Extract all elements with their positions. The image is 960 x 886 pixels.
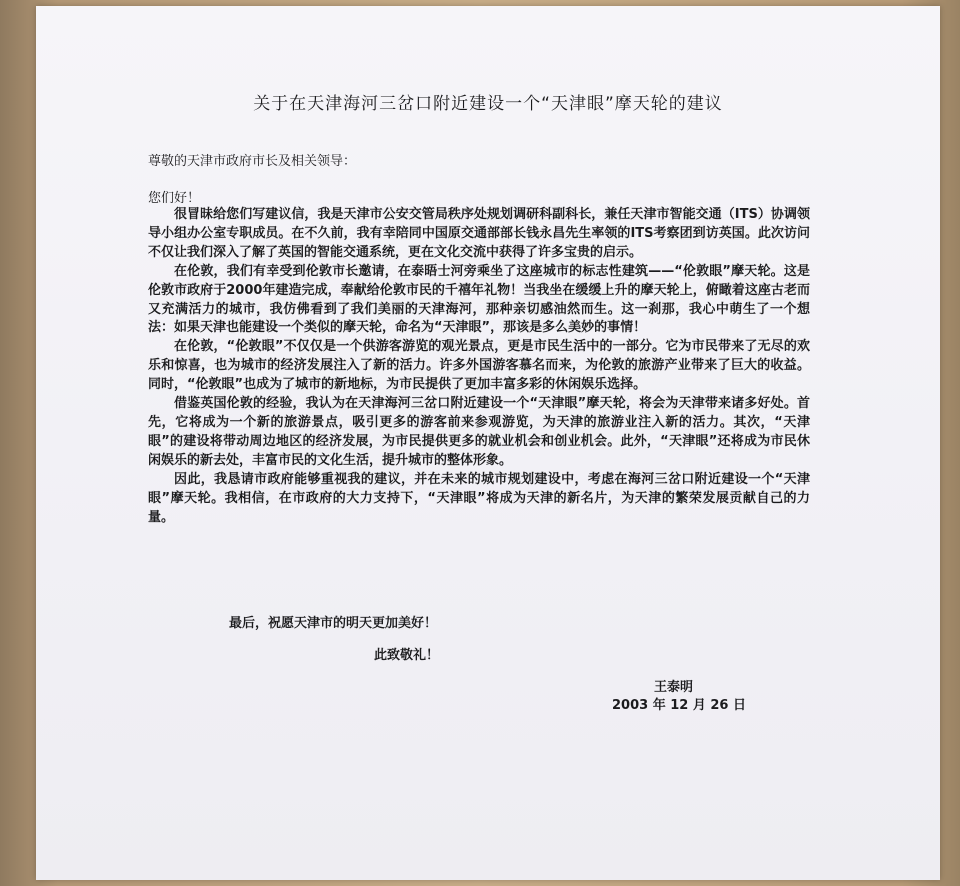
- letter-paragraph: 因此，我恳请市政府能够重视我的建议，并在未来的城市规划建设中，考虑在海河三岔口附近建设一个“天津眼”摩天轮。我相信，在市政府的大力支持下，“天津眼”将成为天津的新名片，为天津的繁荣发展贡献自己的力量。: [148, 471, 810, 525]
- letter-salutation: 尊敬的天津市政府市长及相关领导：: [148, 154, 357, 169]
- letter-paragraph: 很冒昧给您们写建议信，我是天津市公安交管局秩序处规划调研科副科长，兼任天津市智能交通（ITS）协调领导小组办公室专职成员。在不久前，我有幸陪同中国原交通部部长钱永昌先生率领的ITS考察团到访英国。此次访问不仅让我们深入了解了英国的智能交通系统，更在文化交流中获得了许多宝贵的启示。: [148, 207, 810, 260]
- letter-paragraph: 在伦敦，我们有幸受到伦敦市长邀请，在泰晤士河旁乘坐了这座城市的标志性建筑——“伦敦眼”摩天轮。这是伦敦市政府于2000年建造完成，奉献给伦敦市民的千禧年礼物！当我坐在缓缓上升的摩天轮上，俯瞰着这座古老而又充满活力的城市，我仿佛看到了我们美丽的天津海河，那种亲切感油然而生。这一刹那，我心中萌生了一个想法：如果天津也能建设一个类似的摩天轮，命名为“天津眼”，那该是多么美妙的事情！: [148, 263, 810, 336]
- signer-name: 王泰明: [654, 680, 694, 695]
- letter-paragraph: 在伦敦，“伦敦眼”不仅仅是一个供游客游览的观光景点，更是市民生活中的一部分。它为市民带来了无尽的欢乐和惊喜，也为城市的经济发展注入了新的活力。许多外国游客慕名而来，为伦敦的旅游产业带来了巨大的收益。同时，“伦敦眼”也成为了城市的新地标，为市民提供了更加丰富多彩的休闲娱乐选择。: [148, 339, 810, 393]
- letter-body: [148, 206, 810, 527]
- letter-date: 2003 年 12 月 26 日: [612, 698, 746, 713]
- letter-closing: 最后，祝愿天津市的明天更加美好！: [229, 616, 438, 631]
- letter-title: 关于在天津海河三岔口附近建设一个“天津眼”摩天轮的建议: [253, 94, 723, 114]
- letter-page: [36, 6, 940, 880]
- letter-greeting: 您们好！: [148, 191, 201, 206]
- letter-regards: 此致敬礼！: [374, 648, 440, 663]
- letter-paragraph: 借鉴英国伦敦的经验，我认为在天津海河三岔口附近建设一个“天津眼”摩天轮，将会为天津带来诸多好处。首先，它将成为一个新的旅游景点，吸引更多的游客前来参观游览，为天津的旅游业注入新的活力。其次，“天津眼”的建设将带动周边地区的经济发展，为市民提供更多的就业机会和创业机会。此外，“天津眼”还将成为市民休闲娱乐的新去处，丰富市民的文化生活，提升城市的整体形象。: [148, 396, 810, 468]
